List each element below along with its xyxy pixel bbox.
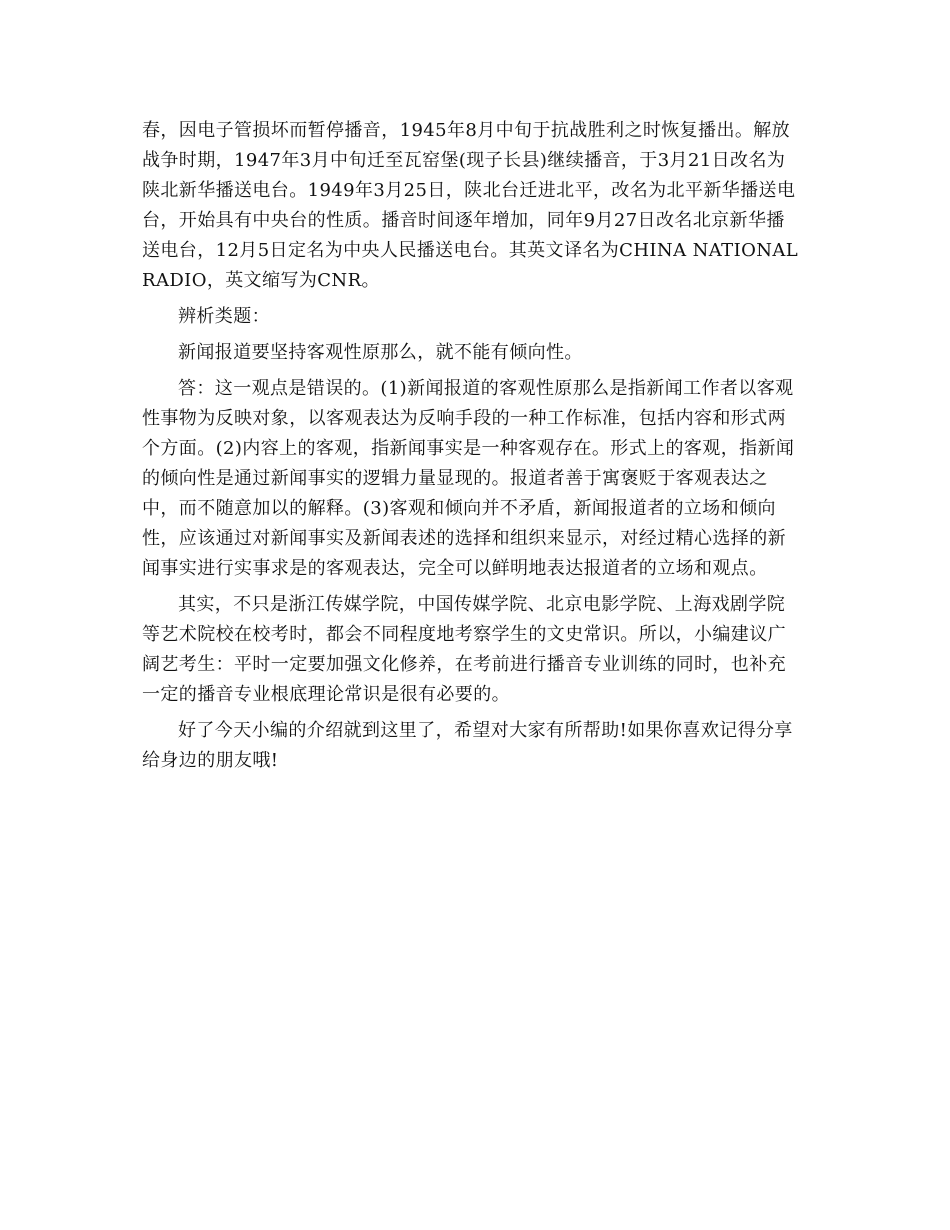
text-line: 一定的播音专业根底理论常识是很有必要的。 <box>142 684 510 705</box>
text-line: 辨析类题： <box>178 306 270 327</box>
text-line: 新闻报道要坚持客观性原那么，就不能有倾向性。 <box>178 342 583 363</box>
text-line: 个方面。(2)内容上的客观，指新闻事实是一种客观存在。形式上的客观，指新闻 <box>142 438 795 459</box>
document-body <box>142 116 807 776</box>
text-line: 好了今天小编的介绍就到这里了，希望对大家有所帮助!如果你喜欢记得分享 <box>178 720 793 741</box>
paragraph-radio-history <box>142 116 807 296</box>
text-line: 性，应该通过对新闻事实及新闻表述的选择和组织来显示，对经过精心选择的新 <box>142 528 786 549</box>
text-line: 给身边的朋友哦! <box>142 750 279 771</box>
text-line: 的倾向性是通过新闻事实的逻辑力量显现的。报道者善于寓褒贬于客观表达之 <box>142 468 768 489</box>
text-line: 陕北新华播送电台。1949年3月25日，陕北台迁进北平，改名为北平新华播送电 <box>142 180 796 201</box>
text-line: 战争时期，1947年3月中旬迁至瓦窑堡(现子长县)继续播音，于3月21日改名为 <box>142 150 786 171</box>
text-line: 台，开始具有中央台的性质。播音时间逐年增加，同年9月27日改名北京新华播 <box>142 210 785 231</box>
paragraph-question-type <box>142 302 807 332</box>
paragraph-closing <box>142 716 807 776</box>
text-line: 送电台，12月5日定名为中央人民播送电台。其英文译名为CHINA NATIONAL <box>142 240 799 261</box>
text-line: 答：这一观点是错误的。(1)新闻报道的客观性原那么是指新闻工作者以客观 <box>178 378 794 399</box>
paragraph-advice <box>142 590 807 710</box>
text-line: 等艺术院校在校考时，都会不同程度地考察学生的文史常识。所以，小编建议广 <box>142 624 786 645</box>
text-line: 闻事实进行实事求是的客观表达，完全可以鲜明地表达报道者的立场和观点。 <box>142 558 768 579</box>
paragraph-answer <box>142 374 807 584</box>
text-line: 其实，不只是浙江传媒学院，中国传媒学院、北京电影学院、上海戏剧学院 <box>178 594 786 615</box>
text-line: 中，而不随意加以的解释。(3)客观和倾向并不矛盾，新闻报道者的立场和倾向 <box>142 498 776 519</box>
text-line: RADIO，英文缩写为CNR。 <box>142 270 380 291</box>
text-line: 春，因电子管损坏而暂停播音，1945年8月中旬于抗战胜利之时恢复播出。解放 <box>142 120 791 141</box>
paragraph-question <box>142 338 807 368</box>
text-line: 阔艺考生：平时一定要加强文化修养，在考前进行播音专业训练的同时，也补充 <box>142 654 786 675</box>
text-line: 性事物为反映对象，以客观表达为反响手段的一种工作标准，包括内容和形式两 <box>142 408 786 429</box>
